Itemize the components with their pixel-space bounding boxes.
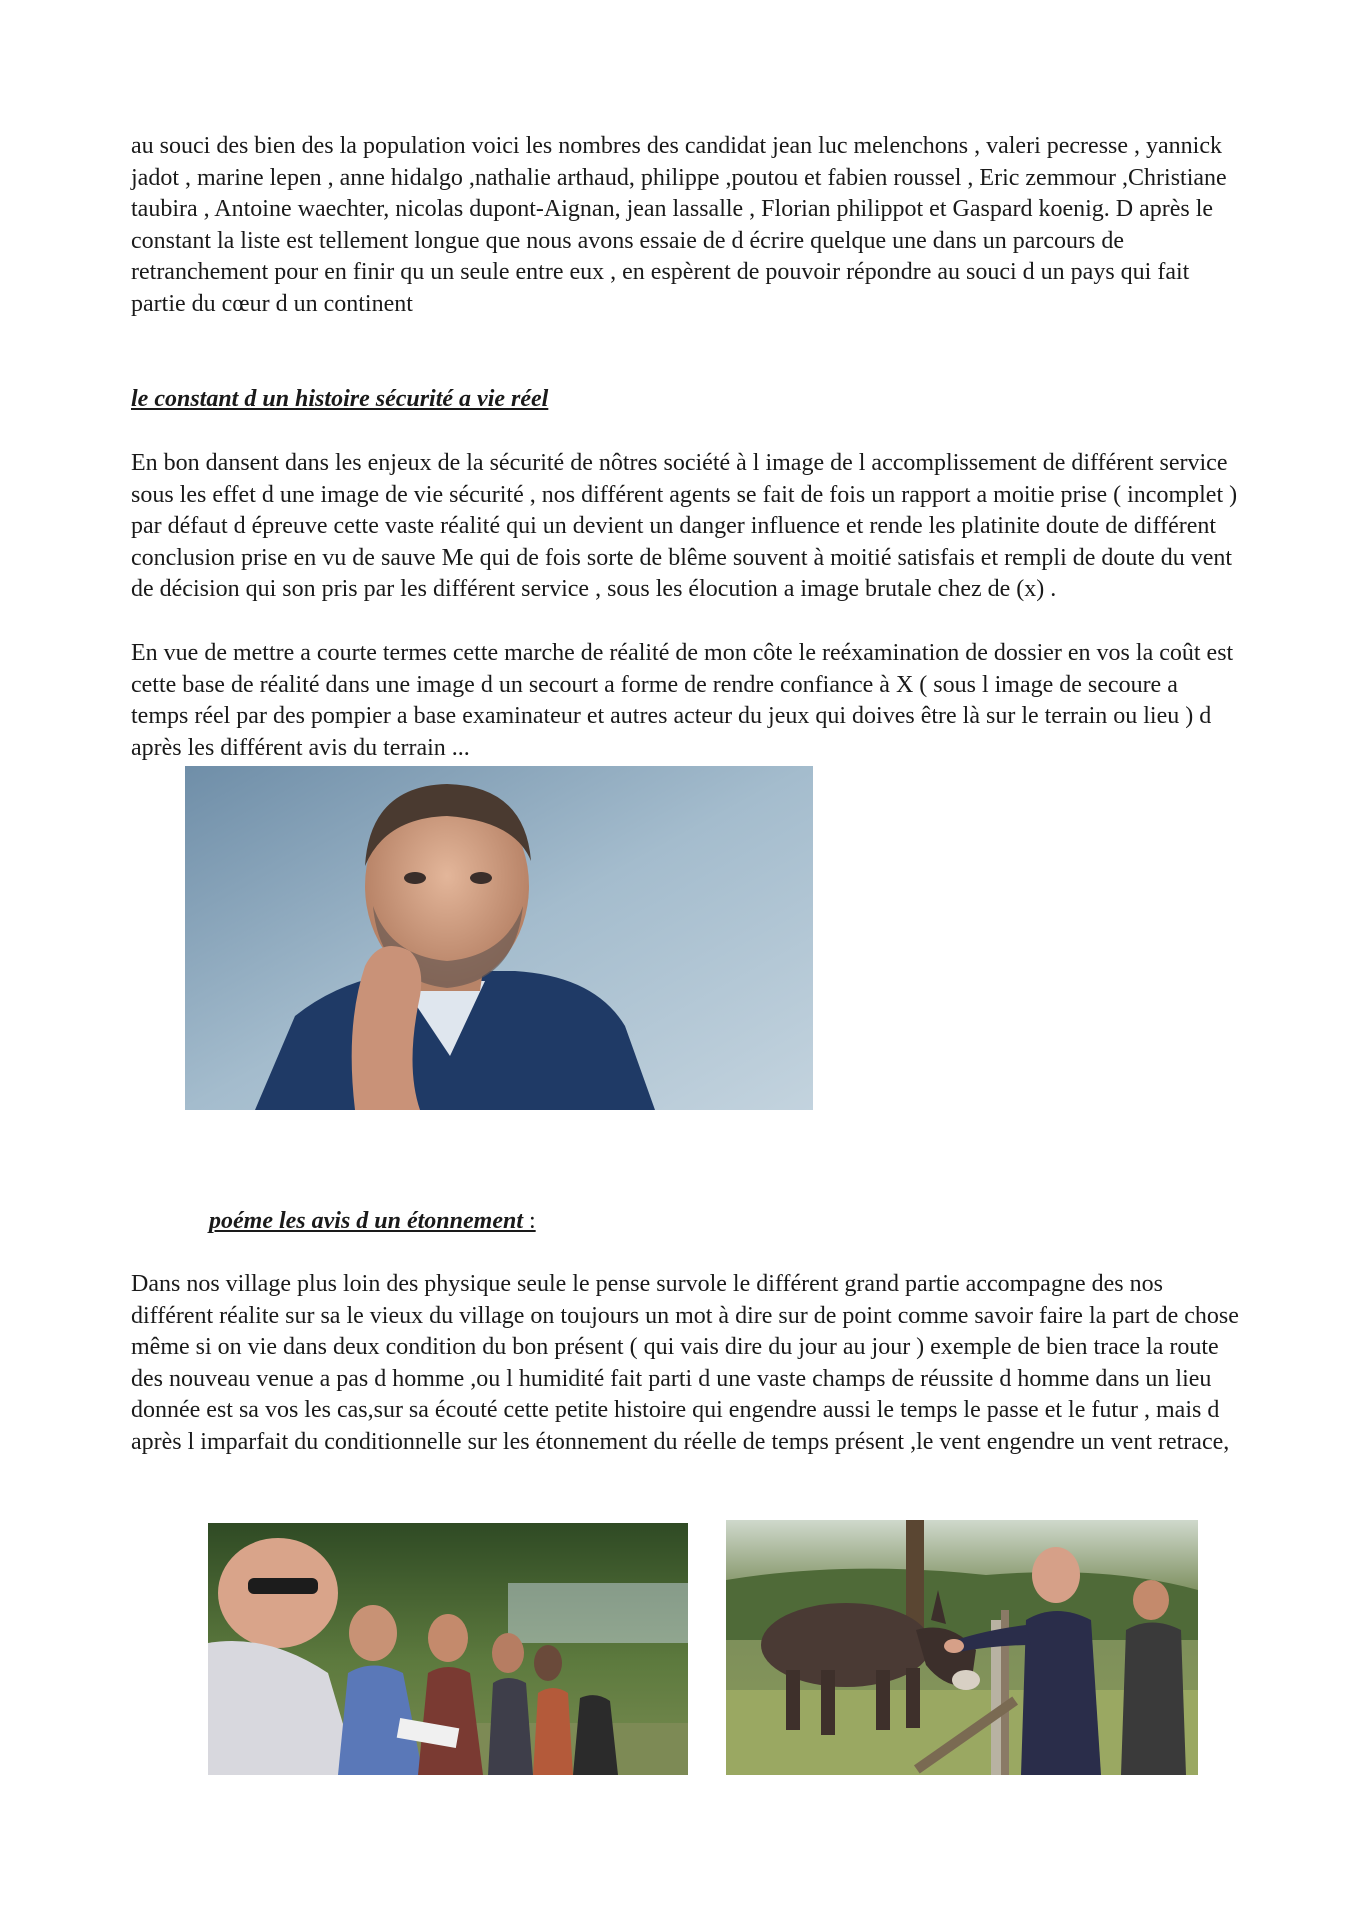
poem-heading-colon: :	[523, 1208, 536, 1234]
donkey-photo	[726, 1520, 1198, 1775]
security-heading: le constant d un histoire sécurité a vie réel	[131, 386, 549, 412]
poem-paragraph: Dans nos village plus loin des physique seule le pense survole le différent grand partie accompagne des nos différent réalite sur sa le vieux du village on toujours un mot à dire sur de point comme savoir faire la part de chose même si on vie dans deux condition du bon présent ( qui vais dire du jour au jour ) exemple de bien trace la route des nouveau venue a pas d homme ,ou l humidité fait parti d une vaste champs de réussite d homme dans un lieu donnée est sa vos les cas,sur sa écouté cette petite histoire qui engendre aussi le temps le passe et le futur , mais d après l imparfait du conditionnelle sur les étonnement du réelle de temps présent ,le vent engendre un vent retrace,	[131, 1271, 1239, 1455]
portrait-photo	[185, 766, 813, 1110]
intro-paragraph: au souci des bien des la population voici les nombres des candidat jean luc melenchons , valeri pecresse , yannick jadot , marine lepen , anne hidalgo ,nathalie arthaud, philippe ,poutou et fabien roussel , Eric zemmour ,Christiane taubira , Antoine waechter, nicolas dupont-Aignan, jean lassalle , Florian philippot et Gaspard koenig. D après le constant la liste est tellement longue que nous avons essaie de d écrire quelque une dans un parcours de retranchement pour en finir qu un seule entre eux , en espèrent de pouvoir répondre au souci d un pays qui fait partie du cœur d un continent	[131, 133, 1227, 317]
security-paragraph: En bon dansent dans les enjeux de la sécurité de nôtres société à l image de l accomplissement de différent service sous les effet d une image de vie sécurité , nos différent agents se fait de fois un rapport a moitie prise ( incomplet ) par défaut d épreuve cette vaste réalité qui un devient un danger influence et rende les platinite doute de différent conclusion prise en vu de sauve Me qui de fois sorte de blême souvent à moitié satisfais et rempli de doute du vent de décision qui son pris par les différent service , sous les élocution a image brutale chez de (x) .	[131, 450, 1238, 603]
poem-heading	[209, 1206, 536, 1237]
group-photo	[208, 1523, 688, 1775]
poem-heading-text: poéme les avis d un étonnement	[209, 1208, 523, 1234]
review-paragraph: En vue de mettre a courte termes cette marche de réalité de mon côte le reéxamination de dossier en vos la coût est cette base de réalité dans une image d un secourt a forme de rendre confiance à X ( sous l image de secoure a temps réel par des pompier a base examinateur et autres acteur du jeux qui doives être là sur le terrain ou lieu ) d après les différent avis du terrain ...	[131, 640, 1234, 761]
